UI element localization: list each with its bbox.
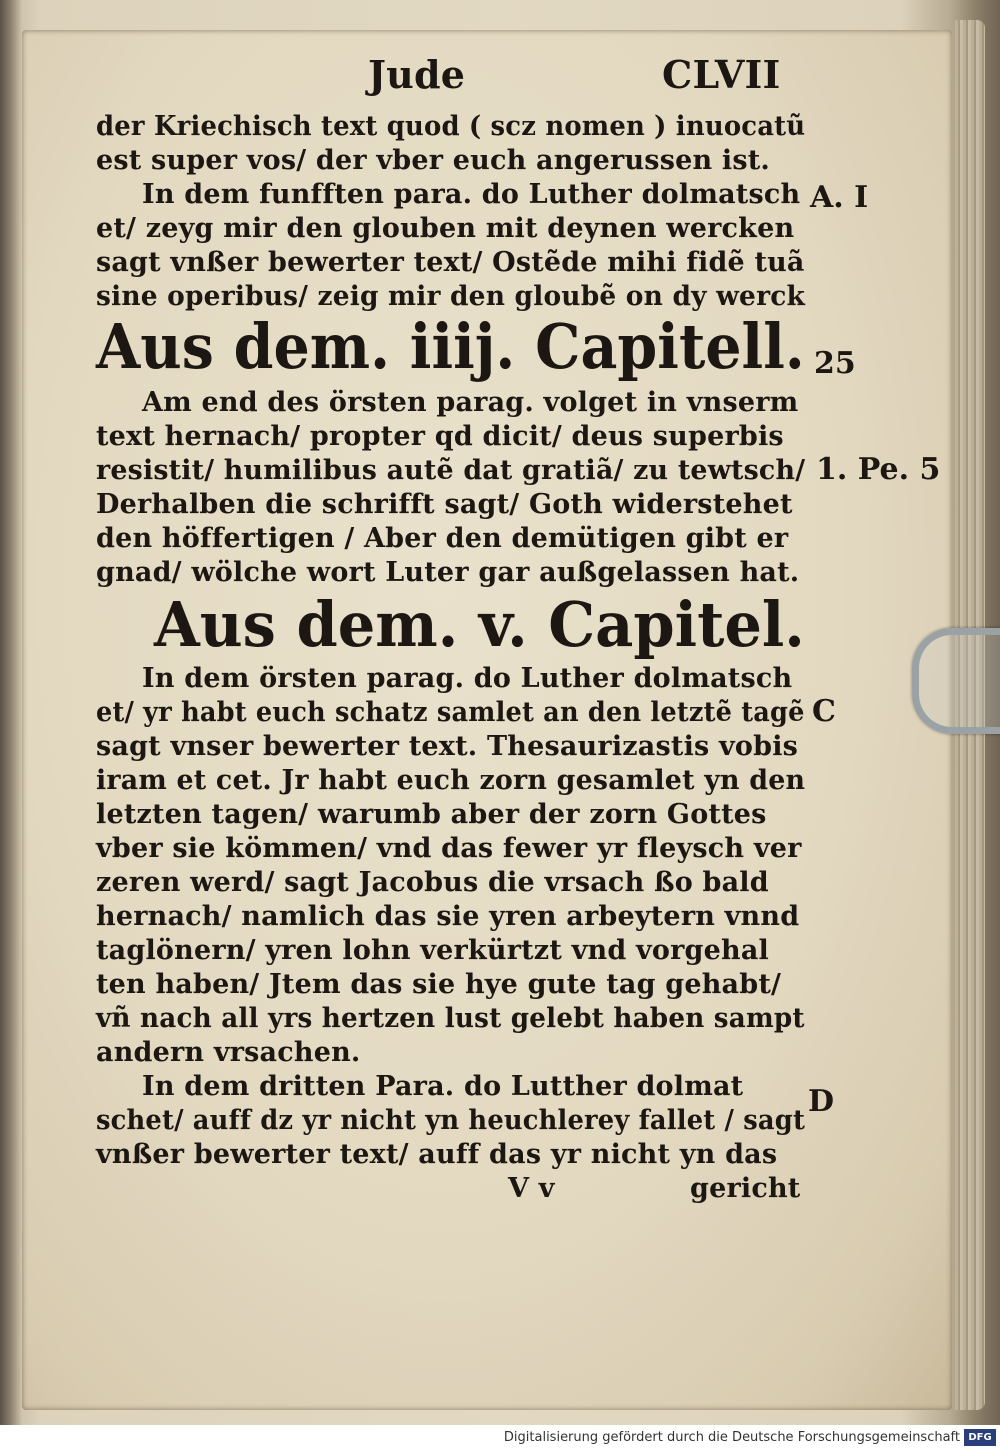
text-line: text hernach/ propter qd dicit/ deus superbis bbox=[96, 421, 784, 452]
text-line: taglönern/ yren lohn verkürtzt vnd vorgehal bbox=[96, 935, 769, 966]
running-title: Jude bbox=[368, 52, 466, 97]
text-line: est super vos/ der vber euch angerussen ist. bbox=[96, 145, 771, 176]
text-line: vnßer bewerter text/ auff das yr nicht yn das bbox=[96, 1139, 778, 1170]
text-line: hernach/ namlich das sie yren arbeytern vnnd bbox=[96, 901, 800, 932]
margin-note: A. I bbox=[810, 180, 869, 215]
footer-credit: Digitalisierung gefördert durch die Deutsche Forschungsgemeinschaft bbox=[503, 1430, 960, 1445]
text-line: den höffertigen / Aber den demütigen gibt er bbox=[96, 523, 789, 554]
text-line: sagt vnser bewerter text. Thesaurizastis vobis bbox=[96, 731, 799, 762]
text-line: Derhalben die schrifft sagt/ Goth widerstehet bbox=[96, 489, 793, 520]
text-line: resistit/ humilibus autẽ dat gratiã/ zu tewtsch/ bbox=[96, 455, 806, 486]
text-line: et/ zeyg mir den glouben mit deynen wercken bbox=[96, 213, 795, 244]
catchword: gericht bbox=[690, 1173, 801, 1204]
text-line: der Kriechisch text quod ( scz nomen ) inuocatũ bbox=[96, 111, 806, 142]
text-line: vber sie kömmen/ vnd das fewer yr fleysch ver bbox=[96, 833, 802, 864]
footer-bar bbox=[0, 1425, 1000, 1451]
margin-note: 1. Pe. 5 bbox=[816, 452, 941, 487]
text-line: sine operibus/ zeig mir den gloubẽ on dy werck bbox=[96, 281, 806, 312]
text-line: sagt vnßer bewerter text/ Ostẽde mihi fidẽ tuã bbox=[96, 247, 805, 278]
dfg-logo: DFG bbox=[964, 1429, 996, 1446]
margin-note: 25 bbox=[814, 346, 856, 381]
chapter-heading: Aus dem. iiij. Capitell. bbox=[96, 310, 805, 383]
text-line: schet/ auff dz yr nicht yn heuchlerey fallet / sagt bbox=[96, 1105, 806, 1136]
text-line: In dem dritten Para. do Lutther dolmat bbox=[142, 1071, 744, 1102]
signature-mark: V v bbox=[508, 1173, 555, 1204]
margin-note: D bbox=[808, 1084, 835, 1119]
text-line: In dem funfften para. do Luther dolmatsch bbox=[142, 179, 801, 210]
chapter-heading: Aus dem. v. Capitel. bbox=[154, 588, 805, 661]
text-line: letzten tagen/ warumb aber der zorn Gottes bbox=[96, 799, 767, 830]
text-line: zeren werd/ sagt Jacobus die vrsach ßo bald bbox=[96, 867, 769, 898]
text-line: iram et cet. Jr habt euch zorn gesamlet yn den bbox=[96, 765, 806, 796]
text-line: In dem örsten parag. do Luther dolmatsch bbox=[142, 663, 793, 694]
margin-note: C bbox=[812, 694, 836, 729]
text-line: andern vrsachen. bbox=[96, 1037, 361, 1068]
text-line: Am end des örsten parag. volget in vnserm bbox=[142, 387, 799, 418]
text-line: ten haben/ Jtem das sie hye gute tag gehabt/ bbox=[96, 969, 782, 1000]
text-line: et/ yr habt euch schatz samlet an den letztẽ tagẽ bbox=[96, 697, 805, 728]
text-line: vñ nach all yrs hertzen lust gelebt haben sampt bbox=[96, 1003, 805, 1034]
text-line: gnad/ wölche wort Luter gar außgelassen hat. bbox=[96, 557, 800, 588]
folio-number: CLVII bbox=[662, 52, 781, 97]
